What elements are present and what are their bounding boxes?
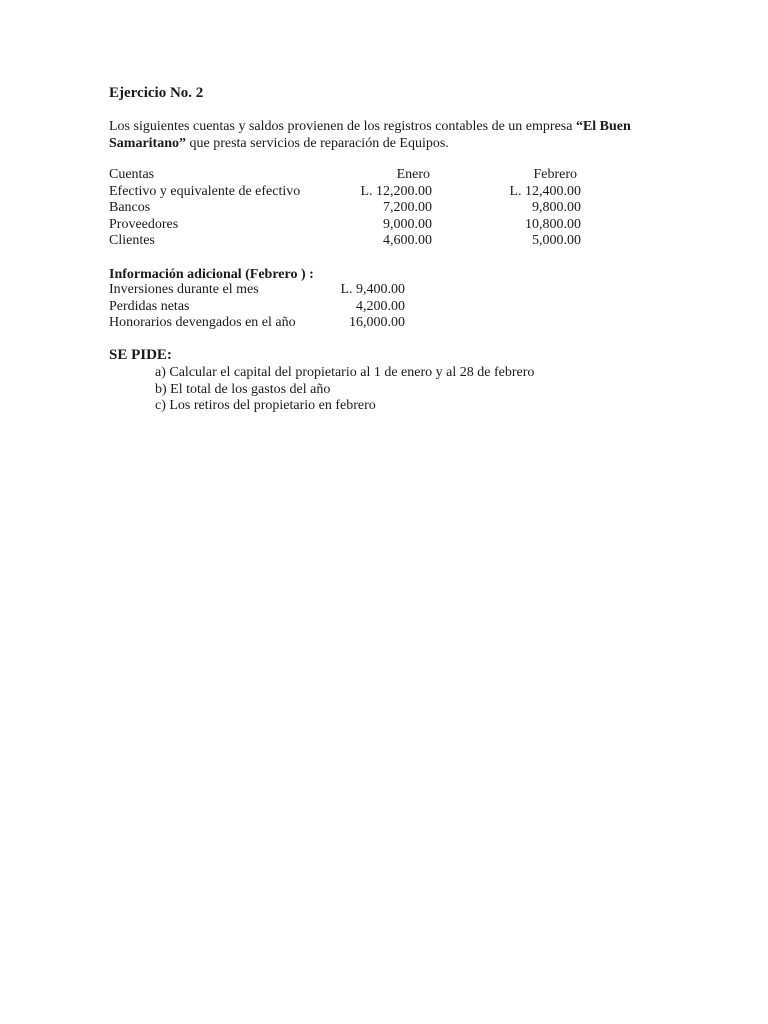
list-item: c) Los retiros del propietario en febrero <box>155 398 376 413</box>
additional-info-title: Información adicional (Febrero ) : <box>109 267 314 282</box>
additional-info-list <box>109 282 409 332</box>
account-name: Clientes <box>109 233 155 248</box>
info-value: L. 9,400.00 <box>340 282 405 297</box>
info-value: 16,000.00 <box>349 315 405 330</box>
table-row <box>109 217 589 234</box>
header-accounts: Cuentas <box>109 167 155 182</box>
list-item: a) Calcular el capital del propietario al 1 de enero y al 28 de febrero <box>155 365 535 380</box>
intro-text-after: que presta servicios de reparación de Equipos. <box>186 136 449 151</box>
request-list <box>155 365 534 415</box>
info-value: 4,200.00 <box>356 298 405 314</box>
info-label: Honorarios devengados en el año <box>109 315 296 330</box>
table-row <box>109 184 589 201</box>
intro-paragraph <box>109 118 669 152</box>
info-label: Inversiones durante el mes <box>109 282 259 297</box>
account-name: Proveedores <box>109 216 179 232</box>
febrero-value: 9,800.00 <box>532 200 581 215</box>
table-row <box>109 200 589 217</box>
table-row <box>109 233 589 250</box>
febrero-value: 10,800.00 <box>525 216 581 232</box>
enero-value: L. 12,200.00 <box>360 183 432 199</box>
account-name: Efectivo y equivalente de efectivo <box>109 183 301 199</box>
info-label: Perdidas netas <box>109 298 190 314</box>
list-item: b) El total de los gastos del año <box>155 381 331 397</box>
list-item <box>109 299 409 316</box>
enero-value: 9,000.00 <box>383 216 432 232</box>
list-item <box>109 315 409 332</box>
request-title: SE PIDE: <box>109 347 172 363</box>
table-header-row <box>109 167 589 184</box>
exercise-title: Ejercicio No. 2 <box>109 85 204 101</box>
accounts-table <box>109 167 589 250</box>
enero-value: 4,600.00 <box>383 233 432 248</box>
febrero-value: L. 12,400.00 <box>509 183 581 199</box>
company-name: “El Buen Samaritano” <box>109 119 631 151</box>
intro-text-before: Los siguientes cuentas y saldos provienen de los registros contables de un empresa <box>109 119 576 134</box>
enero-value: 7,200.00 <box>383 200 432 215</box>
header-febrero: Febrero <box>533 167 577 182</box>
header-enero: Enero <box>396 167 430 182</box>
febrero-value: 5,000.00 <box>532 233 581 248</box>
account-name: Bancos <box>109 200 151 215</box>
list-item <box>109 282 409 299</box>
